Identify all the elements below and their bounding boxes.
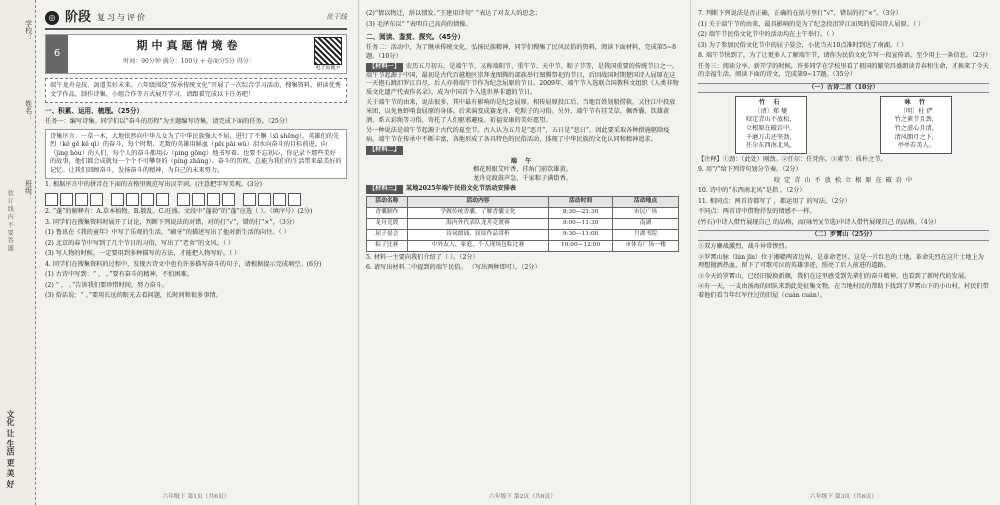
logo-bar xyxy=(45,8,347,30)
table-header: 活动地点 xyxy=(613,196,679,207)
table-row: 香囊制作 学做传统香囊，了解香囊文化 8:30—21:30 市民广场 xyxy=(367,207,679,218)
table-row: 粽子比赛 中外友人、家庭、个人现场包粽比赛 10:00—12:00 市体育广场一楼 xyxy=(367,240,679,251)
material-1-label: 【材料一】 xyxy=(366,63,403,72)
question-7b: (2) 端午节民俗文化节中的活动均在上午举行。（ ） xyxy=(698,31,838,39)
table-header: 活动名称 xyxy=(367,196,408,207)
exam-title: 期中真题情境卷 xyxy=(136,39,242,52)
qr-code-icon xyxy=(314,37,342,65)
poem-line: 榴花照眼艾叶香，挂角门前饮雄黄。 xyxy=(473,166,572,174)
table-row: 龙舟竞渡 海内外代表队龙舟竞渡赛 9:00—11:30 南湖 xyxy=(367,218,679,229)
question-3b: (2) 北京的春节中写到了几个节日的习俗，写出了“老舍”的文风。（ ） xyxy=(45,239,235,247)
question-11: 11. 相同点：两首诗都写了 ，都运用了 的写法。（2分） xyxy=(698,197,851,205)
question-8: 8. 端午节快到了，为了让更多人了解端午节，请你为民俗文化节写一段宣传语，至少用上一条信息。（2分） xyxy=(698,52,992,60)
question-9: 9. 用“/”给下列诗句划分节奏。（2分） xyxy=(698,166,802,174)
logo-subtitle: 复习与评价 xyxy=(97,13,148,23)
subsection-2-title: （二）罗霄山（25分） xyxy=(698,230,989,241)
poem-line: 任尔东西南北风。 xyxy=(746,142,796,150)
exam-meta: 时间：90分钟 满分：100分 + 卷面分5分 得分： xyxy=(123,58,255,66)
material-1-para-3: 另一种说法是端午节起源于古代的夏至节。古人认为五月是“恶月”，五日是“恶日”，因此要采取各种措施驱除疫病。端午节在传承中不断丰富，各地形成了各具特色的民俗活动，体现了中华民族的文化认同和精神追求。 xyxy=(366,127,670,143)
material-3-label: 【材料三】 xyxy=(366,185,403,194)
page-2 xyxy=(358,0,686,505)
table-row: 屈子晏会 诗词朗诵、屈原作品赏析 9:30—11:00 月湖书院 xyxy=(367,229,679,240)
class-label: 班级： xyxy=(24,180,33,201)
page-footer-1: 六年级下 第1页（共6页） xyxy=(162,494,230,501)
question-3c: (3) 写人物的时候，一定要用到多种描写的方法，才能把人物写好。（ ） xyxy=(45,250,241,258)
poem-line: 竹之虚心且清， xyxy=(894,125,938,133)
reading-para-1: ①双方鏖战激烈，战斗异常惨烈。 xyxy=(698,243,791,251)
poem-author: 〔清〕郑 燮 xyxy=(754,107,788,115)
poem-line: 立根原在破岩中。 xyxy=(746,125,796,133)
poem-yongzhu xyxy=(880,96,952,153)
intro-box: 端午龙舟竞技，剑道美好未来。六年级围绕“传承传统文化”开展了一次综合学习活动，搜集资料、研读优秀文学作品，制作诗集、小组合作等方式展开学习，请跟着完成以下任务吧！ xyxy=(45,78,347,103)
poem-title: 咏 竹 xyxy=(904,99,929,107)
qr-caption: 电子原题卡 xyxy=(315,65,341,71)
question-3: 3. 同学们在搜集资料时展开了讨论，判断下列说法的对错，对的打“√”，错的打“×”。（3分） xyxy=(45,218,299,226)
name-label: 姓名： xyxy=(24,100,33,121)
question-4a: (1) 古诗中写到：“ ， 。”要有奋斗的精神，不怕困难。 xyxy=(45,271,193,279)
material-1-para-2: 关于端午节的由来，说法很多，其中最有影响的是纪念屈原。相传屈原投江后，当地百姓划船捞救，又往江中投放米团，以免鱼虾啃食屈原的身体。后来演变成赛龙舟、吃粽子的习俗。另外，端午节有挂艾草、佩香囊、饮雄黄酒、系五彩绳等习俗，寄托了人们驱邪避疫、祈福安康的美好愿望。 xyxy=(366,99,676,124)
question-4: 4. 同学们在搜集资料的过程中，发现古诗文中也有许多描写奋斗的句子，请根据提示完成填空。(6分) xyxy=(45,260,322,268)
poem-line: 龙舟竞渡鼓声急，千家粽子满街香。 xyxy=(473,174,572,182)
poem-line: 清风朗月之下， xyxy=(894,133,938,141)
qr-code xyxy=(310,35,346,73)
section-1-title: 一、积累、运用、梳理。（25分） xyxy=(45,107,144,116)
question-4c: (3) 俗话说：“ 。”要用长远的眼光去看问题，长时间和很多事情。 xyxy=(45,292,222,300)
binding-margin xyxy=(0,0,36,505)
poem-line: 千磨万击还坚劲， xyxy=(746,133,796,141)
material-2-label: 【材料二】 xyxy=(366,146,403,155)
poem-line: 竹之素节且劲， xyxy=(894,116,938,124)
schedule-table xyxy=(366,196,679,252)
material-1-text: 农历五月初五，是端午节，又称端阳节、重午节、天中节、粽子节等，是我国重要的传统节日之一。端午节起源于中国，最初是古代百越地区崇拜龙图腾的部族举行图腾祭祀的节日，后因战国时期楚国诗人屈原在这一天抱石跳汨罗江自尽，后人亦将端午节作为纪念屈原的节日。2009年，端午节入选联合国教科文组织《人类非物质文化遗产代表作名录》，成为中国首个入选世界非遗的节日。 xyxy=(366,63,679,96)
task-1: 任务一：编写诗集。同学们以“奋斗的历程”为主题编写诗集，请完成下面的任务。（25分） xyxy=(45,118,292,126)
poem-line: 咬定青山不放松， xyxy=(746,116,796,124)
question-5a: (2)“情以物迁，辞以情发。”王建用诗句“ ”表达了对友人的思念； xyxy=(366,10,541,17)
question-10: 10. 诗中的“东西南北风”是指 。（2分） xyxy=(698,187,806,195)
reading-para-3: ③今天的罗霄山，已经旧貌换新颜，我们在这里感受到先辈们的奋斗精神，也看到了新时代的发展。 xyxy=(698,272,971,280)
exam-header xyxy=(45,34,347,74)
poem-title: 端 午 xyxy=(510,157,535,165)
question-1: 1. 根据序言中的拼音在下面的方格里规范写出汉字词。(注意把字写美观。(3分) xyxy=(45,181,263,189)
question-2: 2. “蓬”的解释有：A.草本植物。B.散乱。C.旺盛。文段中“蓬勃”的“蓬”应选（ ）。（填序号）(2分) xyxy=(45,208,313,216)
question-9-line: 咬 定 青 山 不 放 松 立 根 原 在 破 岩 中 xyxy=(773,176,914,184)
poem-line: 亭亭若美人。 xyxy=(897,142,935,150)
poem-pair xyxy=(698,96,989,153)
task-2: 任务二：活动中，为了继承传统文化，弘扬民族精神，同学们搜集了民风民俗的资料，阅读下面材料，完成第5~8题。（10分） xyxy=(366,44,677,60)
page-1 xyxy=(38,0,354,505)
poem-author: 〔明〕杜 俨 xyxy=(899,107,933,115)
preface-passage: 诗集序言：一草一木，大地依然向中华儿女为了中华民族强大不屈，进行了不懈（xī shēng）。英雄们的先烈（kě gē kě qì）的奋斗，每个时期，无数的英雄用鲜血（pēi pāi wǔ）泪水向奋斗的目标前进，向（jìng hòu）的人们，每个人的奋斗都用心（ping gōng）地书写着。也要不忘初心，你记录下那些美好的故事，他们都会成就每一个个不可攀登的（píng zhāng）。奋斗的历程，总能为我们的生活带来最美好的记忆。让我们回顾奋斗，发扬奋斗的精神，为自己的未来努力。 xyxy=(45,129,347,180)
question-7c: (3) 为了参加民俗文化节中的屈子晏会，小优当天10点准时到达了南湖。（ ） xyxy=(698,41,908,49)
poem-title: 竹 石 xyxy=(758,99,783,107)
table-header: 活动内容 xyxy=(407,196,548,207)
question-7a: (1) 关于端午节的由来，最具影响的是为了纪念投汨罗江而死的爱国诗人屈原。（ ） xyxy=(698,20,925,28)
binding-note: 装 订 线 内 不 要 答 题 xyxy=(6,190,14,252)
material-3-title: 某地2025年端午民俗文化节活动安排表 xyxy=(405,185,516,193)
question-11b: 不同点：两首诗中借物抒发的情感不一样。 xyxy=(698,208,816,216)
page-3 xyxy=(690,0,996,505)
task-3: 任务三：阅读分享。新开学的时候，许多同学在学校里看了祖国的繁荣昌盛朗读青春和生命，才换来了今天的幸福生活。阅读下面的诗文，完成第9~17题。（35分） xyxy=(698,62,989,79)
question-5b: (3) 毛泽东以“ ”表明自己高尚的情操。 xyxy=(366,20,472,28)
page-footer-3: 六年级下 第3页（共6页） xyxy=(809,494,878,501)
reading-para-2: ②罗霄山脉（lún jīn）位于湘赣两省边界，是革命老区。这是一片红色的土地，革命先烈在这片土地上为理想抛洒热血，留下了可歌可泣的英雄事迹，照亮了后人前进的道路。 xyxy=(698,253,984,270)
table-header: 活动时间 xyxy=(549,196,613,207)
question-4b: (2) “ ， 。”告诉我们要珍惜时间，努力奋斗。 xyxy=(45,281,169,289)
subsection-1-title: （一）古诗二首（10分） xyxy=(698,83,989,94)
question-6: 6. 请写出材料二中提到的端午民俗。 （写出两种即可）。（2分） xyxy=(366,264,541,272)
reading-para-4: ④有一天，一支由汤海的团队来到此处征集文物，在当地村民的帮助下找到了罗霄山下的小山村，村民们带着他们看当年红军住过的旧屋（cuán cuán）。 xyxy=(698,283,989,299)
answer-grid[interactable] xyxy=(45,193,347,206)
logo-text: 阶段 xyxy=(65,10,92,26)
section-2-title: 二、阅读、鉴赏、探究。（45分） xyxy=(366,33,465,42)
school-label: 学校： xyxy=(24,20,33,41)
page-footer-2: 六年级下 第2页（共6页） xyxy=(488,494,557,501)
margin-slogan: 文化 让 生活 更 美 好 xyxy=(6,410,16,488)
exam-number: 6 xyxy=(46,35,68,73)
question-11c: (竹石)中诗人借竹展现自己 的品格，而(咏竹)(节选)中诗人借竹展现自己 的品格。（4分） xyxy=(698,218,941,226)
question-3a: (1) 鲁讯在《我的童年》中写了乐观的生活，“刷牙”的描述写出了他对新生活的向往。（ ） xyxy=(45,229,290,237)
question-7: 7. 判断下列说法是否正确，正确的在括号里打“√”，错误的打“×”。（3分） xyxy=(698,10,902,17)
logo-icon: ◎ xyxy=(45,11,59,25)
duanwu-poem xyxy=(366,158,679,184)
brand-name: 优干线 xyxy=(326,13,347,22)
poem-notes: 【注释】①劲：（此处）刚劲。②任尔：任凭你。③素节：质朴之节。 xyxy=(698,155,887,163)
question-5: 5. 材料一主要向我们介绍了（ ）。（2分） xyxy=(366,253,479,261)
poem-zhushi xyxy=(735,96,807,153)
